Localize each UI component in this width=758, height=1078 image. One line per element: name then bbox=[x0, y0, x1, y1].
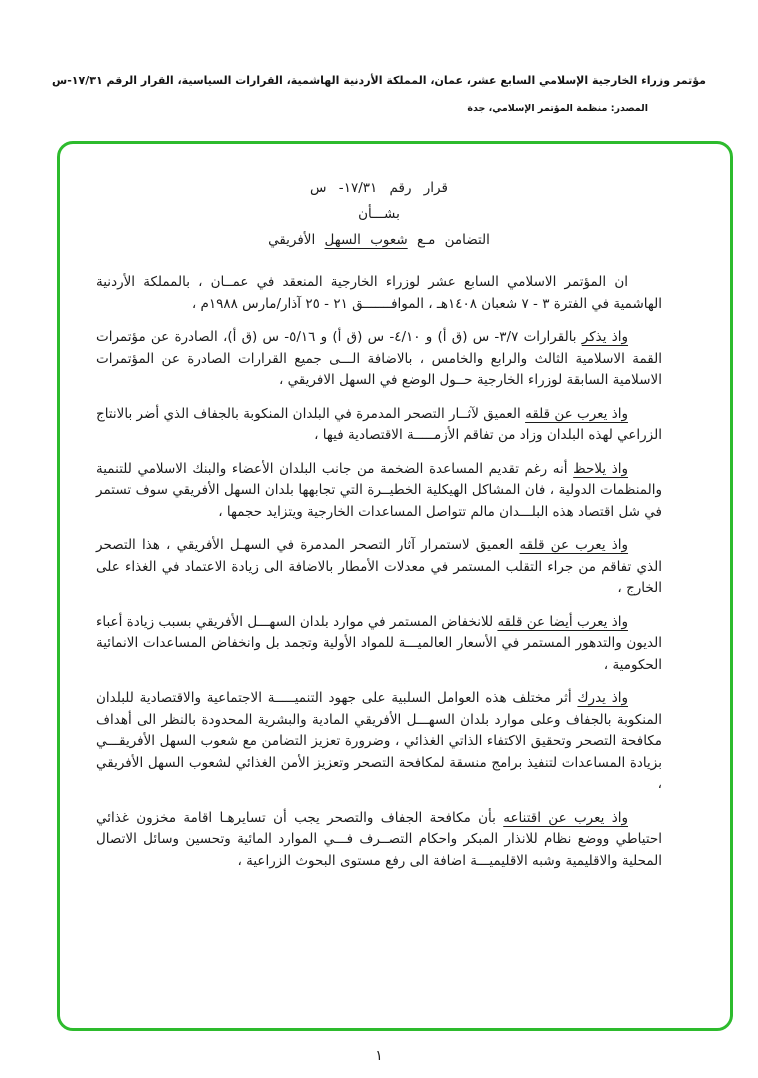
resolution-concerning: بشـــأن bbox=[358, 206, 400, 222]
header-publisher-line: المصدر: منظمة المؤتمر الإسلامي، جدة bbox=[467, 103, 648, 114]
paragraph-text: أنه رغم تقديم المساعدة الضخمة من جانب البلدان الأعضاء والبنك الاسلامي للتنمية والمنظمات الدولية ، فان المشاكل الهيكلية الخطيــرة التي تجابهها بلدان السهل الأفريقي سوف تستمر في شل اقتصاد هذه البلـــدان مالم تتواصل المساعدات الخارجية ويتزايد حجمها ، bbox=[96, 460, 662, 520]
subject-pre: التضامن مـع bbox=[407, 232, 490, 248]
paragraph-lead: واذ يعرب عن قلقه bbox=[525, 405, 628, 422]
paragraph-lead: واذ يعرب عن اقتناعه bbox=[503, 809, 628, 826]
resolution-subject bbox=[96, 232, 662, 248]
paragraph-text: أثر مختلف هذه العوامل السلبية على جهود التنميـــــة الاجتماعية والاقتصادية للبلدان المنكوبة بالجفاف وعلى موارد بلدان السهـــل الأفريقي المادية والبشرية المحدودة بالنظر الى أهداف مكافحة التصحر وتحقيق الاكتفاء الذاتي الغذائي ، وضرورة تعزيز التضامن مع شعوب السهل الأفريقـــي بزيادة المساعدات لتنفيذ برامج منسقة لمكافحة التصحر وتعزيز الأمن الغذائي لشعوب السهل الأفريقي ، bbox=[96, 690, 662, 792]
document-header bbox=[0, 74, 758, 114]
paragraph-lead: واذ يدرك bbox=[577, 690, 628, 706]
header-source-line: مؤتمر وزراء الخارجية الإسلامي السابع عشر، عمان، المملكة الأردنية الهاشمية، القرارات السياسية، القرار الرقم ١٧/٣١-س bbox=[52, 74, 706, 87]
resolution-paragraph bbox=[96, 808, 662, 873]
resolution-paragraph bbox=[96, 459, 662, 524]
paragraph-lead: واذ يعرب أيضا عن قلقه bbox=[497, 613, 628, 630]
paragraph-text: ان المؤتمر الاسلامي السابع عشر لوزراء الخارجية المنعقد في عمــان ، بالمملكة الأردنية الهاشمية في الفترة ٣ - ٧ شعبان ١٤٠٨هـ ، الموافـــــــق ٢١ - ٢٥ آذار/مارس ١٩٨٨م ، bbox=[96, 274, 662, 312]
resolution-paragraph bbox=[96, 612, 662, 677]
paragraph-lead: واذ يعرب عن قلقه bbox=[519, 537, 629, 553]
paragraph-text: للانخفاض المستمر في موارد بلدان السهـــل الأفريقي بسبب زيادة أعباء الديون والتدهور المستمر في الأسعار العالميـــة للمواد الأولية وتجمد بل وانخفاض المساعدات الانمائية الحكومية ، bbox=[96, 613, 662, 673]
resolution-paragraph bbox=[96, 535, 662, 600]
resolution-paragraph bbox=[96, 404, 662, 447]
subject-underlined: شعوب السهل bbox=[324, 232, 408, 248]
paragraph-text: العميق لاستمرار آثار التصحر المدمرة في السهـل الأفريقي ، هذا التصحر الذي تفاقم من جراء التقلب المستمر في معدلات الأمطار بالاضافة الى زيادة الاعتماد في الغذاء على الخارج ، bbox=[96, 537, 662, 596]
paragraph-text: بالقرارات ٣/٧- س (ق أ) و ٤/١٠- س (ق أ) و ٥/١٦- س (ق أ)، الصادرة عن مؤتمرات القمة الاسلامية الثالث والرابع والخامس ، بالاضافة الـــى جميع القرارات الصادرة عن المؤتمرات الاسلامية السابقة لوزراء الخارجية حــول الوضع في السهل الافريقي ، bbox=[96, 329, 662, 388]
resolution-paragraph bbox=[96, 327, 662, 392]
resolution-number: قرار رقم ١٧/٣١- س bbox=[310, 180, 448, 196]
resolution-paragraph bbox=[96, 272, 662, 315]
paragraph-text: بأن مكافحة الجفاف والتصحر يجب أن تسايرهـا اقامة مخزون غذائي احتياطي ووضع نظام للانذار المبكر واحكام التصــرف فـــي الموارد المائية وتحسين وسائل الاتصال المحلية والاقليمية وشبه الاقليميـــة اضافة الى رفع مستوى البحوث الزراعية ، bbox=[96, 809, 662, 869]
paragraph-lead: واذ يذكر bbox=[581, 329, 629, 345]
resolution-border-box bbox=[57, 141, 733, 1031]
paragraph-text: العميق لآثــار التصحر المدمرة في البلدان المنكوبة بالجفاف الذي أضر بالانتاج الزراعي لهذه البلدان وزاد من تفاقم الأزمـــــة الاقتصادية فيها ، bbox=[95, 405, 662, 443]
resolution-body bbox=[96, 272, 662, 872]
page-number: ١ bbox=[375, 1048, 383, 1064]
subject-post: الأفريقي bbox=[268, 232, 325, 248]
resolution-title-block bbox=[96, 180, 662, 248]
resolution-paragraph bbox=[96, 688, 662, 796]
paragraph-lead: واذ يلاحظ bbox=[573, 460, 629, 477]
